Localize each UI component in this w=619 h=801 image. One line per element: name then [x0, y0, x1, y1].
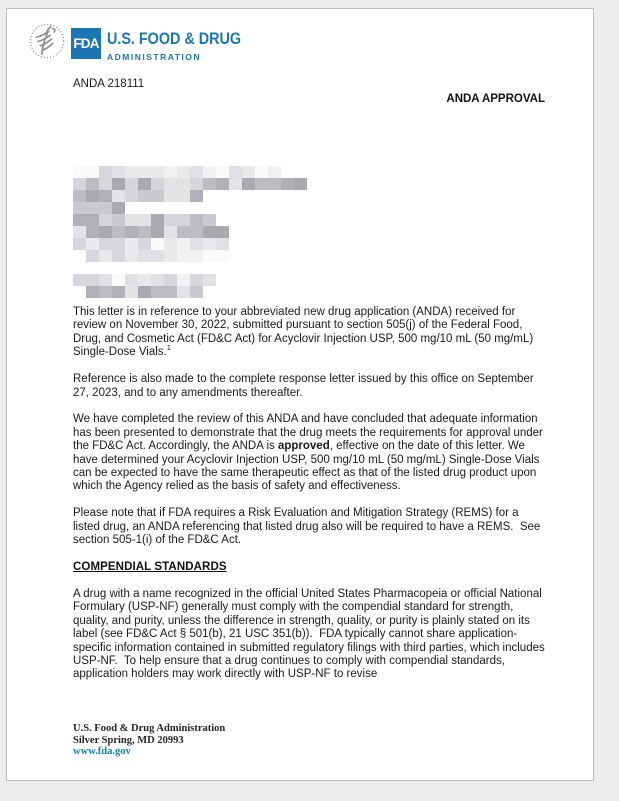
- hhs-eagle-logo-icon: [28, 20, 66, 62]
- fda-acronym: FDA: [73, 36, 99, 51]
- paragraph-reference: Reference is also made to the complete response letter issued by this office on September 27, 2023, and to any amendments thereafter.: [73, 373, 537, 399]
- redacted-recipient-address: [73, 166, 333, 298]
- paragraph-rems: Please note that if FDA requires a Risk Evaluation and Mitigation Strategy (REMS) for a listed drug, an ANDA referencing that listed drug also will be required to have a REMS. See section 505-1(i) of the FD&C Act.: [73, 507, 544, 547]
- redacted-pixel-row: [73, 166, 333, 178]
- paragraph-approval: [73, 413, 547, 493]
- paragraph-intro: [73, 306, 547, 360]
- redacted-pixel-row: [73, 226, 333, 238]
- paragraph-approval-post: , effective on the date of this letter. We have determined your Acyclovir Injection USP, 500 mg/10 mL (50 mg/mL) Single-Dose Vials can be expected to have the same therapeutic effect as that of the listed drug product upon which the Agency relied as the basis of safety and effectiveness.: [73, 440, 543, 493]
- fda-masthead: [7, 9, 593, 79]
- paragraph-compendial: A drug with a name recognized in the official United States Pharmacopeia or official National Formulary (USP-NF) generally must comply with the compendial standard for strength, quality, and purity, unless the difference in strength, quality, or purity is plainly stated on its label (see FD&C Act § 501(b), 21 USC 351(b)). FDA typically cannot share application-specific information contained in submitted regulatory filings with third parties, which includes USP-NF. To help ensure that a drug continues to comply with compendial standards, application holders may work directly with USP-NF to revise: [73, 588, 548, 681]
- fda-wordmark-line2: ADMINISTRATION: [107, 52, 202, 62]
- reference-row: [73, 78, 545, 114]
- page-footer: [73, 723, 225, 758]
- redacted-pixel-row: [73, 190, 333, 202]
- letter-body: [73, 306, 547, 695]
- fda-wordmark: [107, 30, 261, 62]
- paragraph-intro-text: This letter is in reference to your abbreviated new drug application (ANDA) received for review on November 30, 2022, submitted pursuant to section 505(j) of the Federal Food, Drug, and Cosmetic Act (FD&C Act) for Acyclovir Injection USP, 500 mg/10 mL (50 mg/mL) Single-Dose Vials.: [73, 306, 537, 359]
- fda-wordmark-line1: U.S. FOOD & DRUG: [107, 30, 241, 48]
- section-heading-compendial-standards: COMPENDIAL STANDARDS: [73, 561, 227, 574]
- anda-approval-label: ANDA APPROVAL: [446, 93, 545, 105]
- fda-logo-badge: [71, 28, 101, 59]
- anda-number: ANDA 218111: [73, 78, 145, 90]
- footer-website-link[interactable]: www.fda.gov: [73, 746, 131, 757]
- redacted-pixel-row: [73, 286, 333, 298]
- redacted-pixel-row: [73, 250, 333, 262]
- approved-emphasis: approved: [277, 440, 330, 453]
- redacted-pixel-row: [73, 178, 333, 190]
- footnote-marker: 1: [166, 343, 171, 353]
- letter-page: [6, 8, 594, 781]
- paragraph-approval-pre: We have completed the review of this ANDA and have concluded that adequate information has been presented to demonstrate that the drug meets the requirements for approval under the FD&C Act. Accordingly, the ANDA is: [73, 413, 547, 453]
- footer-address: Silver Spring, MD 20993: [73, 734, 184, 746]
- redacted-pixel-row: [73, 274, 333, 286]
- redacted-pixel-row: [73, 238, 333, 250]
- redacted-pixel-row: [73, 262, 333, 274]
- redacted-pixel-row: [73, 214, 333, 226]
- footer-org: U.S. Food & Drug Administration: [73, 723, 226, 734]
- redacted-pixel-row: [73, 202, 333, 214]
